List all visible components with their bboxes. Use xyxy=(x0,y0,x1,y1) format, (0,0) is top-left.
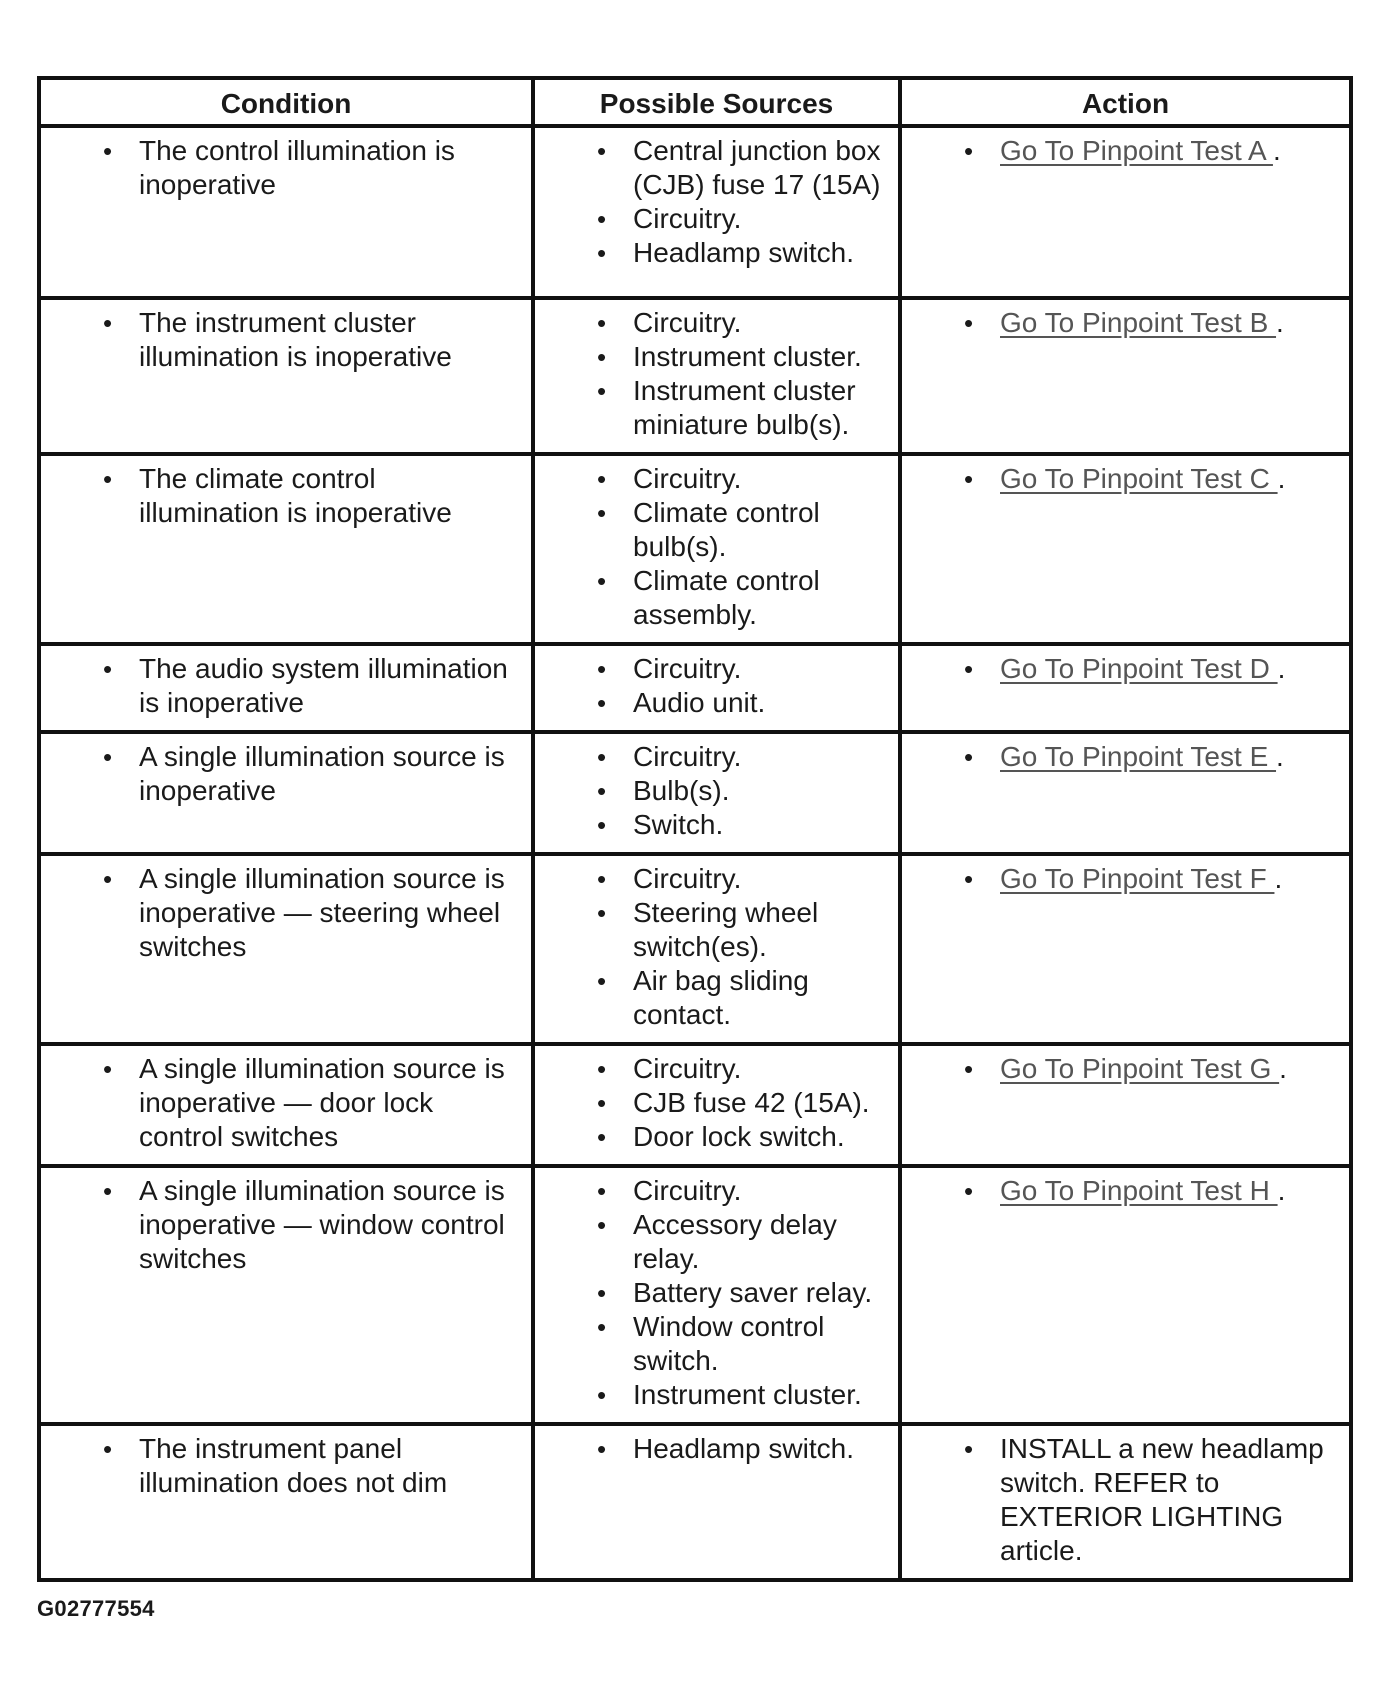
condition-cell xyxy=(39,126,533,298)
sources-list xyxy=(535,128,898,280)
condition-list xyxy=(41,128,531,212)
sources-cell xyxy=(533,1166,900,1424)
condition-item: • A single illumination source is inoperative — steering wheel switches xyxy=(41,862,523,964)
table-row xyxy=(39,298,1351,454)
table-row xyxy=(39,644,1351,732)
source-item: • Climate control assembly. xyxy=(535,564,890,632)
sources-list xyxy=(535,646,898,730)
action-item xyxy=(902,740,1341,774)
action-item xyxy=(902,306,1341,340)
condition-item: • A single illumination source is inoperative — window control switches xyxy=(41,1174,523,1276)
table-row xyxy=(39,1424,1351,1580)
action-list xyxy=(902,734,1349,784)
source-item: • Headlamp switch. xyxy=(535,1432,890,1466)
condition-item: • The control illumination is inoperative xyxy=(41,134,523,202)
source-item: • Air bag sliding contact. xyxy=(535,964,890,1032)
source-item: • Circuitry. xyxy=(535,1052,890,1086)
condition-item: • The climate control illumination is inoperative xyxy=(41,462,523,530)
source-item: • Climate control bulb(s). xyxy=(535,496,890,564)
condition-item: • The instrument cluster illumination is inoperative xyxy=(41,306,523,374)
condition-cell xyxy=(39,1166,533,1424)
link-suffix: . xyxy=(1274,863,1283,894)
action-cell xyxy=(900,126,1351,298)
table-row xyxy=(39,854,1351,1044)
sources-list xyxy=(535,1426,898,1476)
condition-list xyxy=(41,1426,531,1510)
pinpoint-test-link[interactable]: Go To Pinpoint Test E xyxy=(1000,741,1277,772)
condition-cell xyxy=(39,1424,533,1580)
sources-list xyxy=(535,734,898,852)
condition-cell xyxy=(39,454,533,644)
link-suffix: . xyxy=(1277,1175,1286,1206)
sources-cell xyxy=(533,1424,900,1580)
table-row xyxy=(39,454,1351,644)
sources-cell xyxy=(533,732,900,854)
pinpoint-test-link[interactable]: Go To Pinpoint Test H xyxy=(1000,1175,1278,1206)
source-item: • Circuitry. xyxy=(535,862,890,896)
sources-cell xyxy=(533,1044,900,1166)
pinpoint-test-link[interactable]: Go To Pinpoint Test B xyxy=(1000,307,1277,338)
condition-list xyxy=(41,856,531,974)
pinpoint-test-link[interactable]: Go To Pinpoint Test D xyxy=(1000,653,1278,684)
action-item xyxy=(902,1052,1341,1086)
source-item: • Circuitry. xyxy=(535,740,890,774)
link-suffix: . xyxy=(1277,653,1286,684)
table-body xyxy=(39,126,1351,1580)
sources-list xyxy=(535,1046,898,1164)
action-item xyxy=(902,462,1341,496)
source-item: • Switch. xyxy=(535,808,890,842)
action-cell xyxy=(900,732,1351,854)
condition-item: • The instrument panel illumination does not dim xyxy=(41,1432,523,1500)
link-suffix: . xyxy=(1276,307,1284,338)
source-item: • Circuitry. xyxy=(535,1174,890,1208)
action-cell xyxy=(900,854,1351,1044)
action-cell xyxy=(900,298,1351,454)
action-list xyxy=(902,1426,1349,1578)
action-list xyxy=(902,856,1349,906)
action-item xyxy=(902,1174,1341,1208)
action-cell xyxy=(900,454,1351,644)
sources-list xyxy=(535,300,898,452)
table-row xyxy=(39,1044,1351,1166)
source-item: • Circuitry. xyxy=(535,202,890,236)
source-item: • Instrument cluster. xyxy=(535,1378,890,1412)
condition-list xyxy=(41,300,531,384)
source-item: • Instrument cluster. xyxy=(535,340,890,374)
source-item: • Window control switch. xyxy=(535,1310,890,1378)
sources-cell xyxy=(533,126,900,298)
action-list xyxy=(902,300,1349,350)
link-suffix: . xyxy=(1277,463,1286,494)
header-action: Action xyxy=(900,78,1351,126)
source-item: • Headlamp switch. xyxy=(535,236,890,270)
condition-cell xyxy=(39,854,533,1044)
pinpoint-test-link[interactable]: Go To Pinpoint Test G xyxy=(1000,1053,1280,1084)
sources-cell xyxy=(533,454,900,644)
pinpoint-test-link[interactable]: Go To Pinpoint Test C xyxy=(1000,463,1278,494)
table-row xyxy=(39,732,1351,854)
condition-list xyxy=(41,1168,531,1286)
source-item: • Audio unit. xyxy=(535,686,890,720)
link-suffix: . xyxy=(1272,135,1281,166)
condition-list xyxy=(41,1046,531,1164)
action-cell xyxy=(900,644,1351,732)
header-condition: Condition xyxy=(39,78,533,126)
table-row xyxy=(39,126,1351,298)
link-suffix: . xyxy=(1276,741,1284,772)
condition-item: • A single illumination source is inoperative xyxy=(41,740,523,808)
source-item: • Circuitry. xyxy=(535,462,890,496)
source-item: • Steering wheel switch(es). xyxy=(535,896,890,964)
action-list xyxy=(902,646,1349,696)
action-list xyxy=(902,1168,1349,1218)
action-item xyxy=(902,134,1341,168)
source-item: • Battery saver relay. xyxy=(535,1276,890,1310)
condition-cell xyxy=(39,732,533,854)
action-item xyxy=(902,862,1341,896)
sources-cell xyxy=(533,854,900,1044)
sources-list xyxy=(535,856,898,1042)
action-item xyxy=(902,652,1341,686)
condition-cell xyxy=(39,298,533,454)
source-item: • Instrument cluster miniature bulb(s). xyxy=(535,374,890,442)
action-list xyxy=(902,456,1349,506)
action-text: INSTALL a new headlamp switch. REFER to EXTERIOR LIGHTING article. xyxy=(1000,1433,1324,1566)
condition-item: • The audio system illumination is inoperative xyxy=(41,652,523,720)
table-row xyxy=(39,1166,1351,1424)
header-row xyxy=(39,78,1351,126)
condition-list xyxy=(41,456,531,540)
source-item: • CJB fuse 42 (15A). xyxy=(535,1086,890,1120)
pinpoint-test-link[interactable]: Go To Pinpoint Test F xyxy=(1000,863,1275,894)
action-list xyxy=(902,128,1349,178)
action-item xyxy=(902,1432,1341,1568)
condition-list xyxy=(41,734,531,818)
sources-cell xyxy=(533,298,900,454)
action-cell xyxy=(900,1166,1351,1424)
pinpoint-test-link[interactable]: Go To Pinpoint Test A xyxy=(1000,135,1273,166)
header-possible-sources: Possible Sources xyxy=(533,78,900,126)
condition-cell xyxy=(39,644,533,732)
sources-list xyxy=(535,456,898,642)
source-item: • Accessory delay relay. xyxy=(535,1208,890,1276)
condition-cell xyxy=(39,1044,533,1166)
source-item: • Door lock switch. xyxy=(535,1120,890,1154)
diagnosis-table xyxy=(37,76,1353,1582)
action-cell xyxy=(900,1044,1351,1166)
figure-id: G02777554 xyxy=(37,1596,155,1621)
source-item: • Circuitry. xyxy=(535,652,890,686)
sources-list xyxy=(535,1168,898,1422)
source-item: • Central junction box (CJB) fuse 17 (15A) xyxy=(535,134,890,202)
source-item: • Circuitry. xyxy=(535,306,890,340)
action-list xyxy=(902,1046,1349,1096)
condition-item: • A single illumination source is inoperative — door lock control switches xyxy=(41,1052,523,1154)
source-item: • Bulb(s). xyxy=(535,774,890,808)
condition-list xyxy=(41,646,531,730)
link-suffix: . xyxy=(1279,1053,1287,1084)
action-cell xyxy=(900,1424,1351,1580)
sources-cell xyxy=(533,644,900,732)
